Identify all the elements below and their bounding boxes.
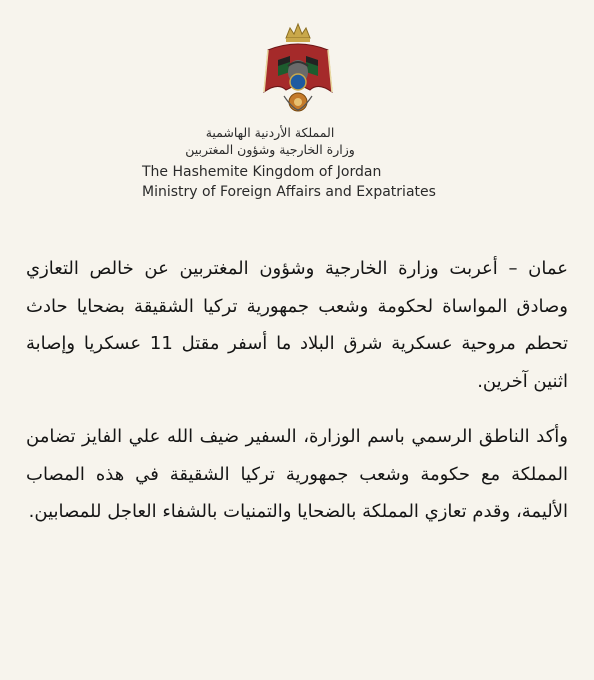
english-letterhead bbox=[100, 162, 562, 202]
jordan-coat-of-arms-icon bbox=[258, 20, 338, 120]
arabic-kingdom-name: المملكة الأردنية الهاشمية bbox=[205, 125, 335, 140]
paragraph-spokesman: وأكد الناطق الرسمي باسم الوزارة، السفير ضيف الله علي الفايز تضامن المملكة مع حكومة وشعب جمهورية تركيا الشقيقة في هذه المصاب الأليمة، وقدم تعازي المملكة بالضحايا والتمنيات بالشفاء العاجل للمصابين. bbox=[26, 426, 568, 522]
arabic-ministry-name: وزارة الخارجية وشؤون المغتربين bbox=[185, 142, 355, 157]
english-kingdom-name: The Hashemite Kingdom of Jordan bbox=[142, 164, 382, 180]
paragraph-condolences: عمان – أعربت وزارة الخارجية وشؤون المغتربين عن خالص التعازي وصادق المواساة لحكومة وشعب جمهورية تركيا الشقيقة بضحايا حادث تحطم مروحية عسكرية شرق البلاد ما أسفر مقتل 11 عسكريا وإصابة اثنين آخرين. bbox=[26, 258, 568, 392]
arabic-letterhead bbox=[160, 124, 380, 158]
statement-body bbox=[26, 250, 568, 549]
english-ministry-name: Ministry of Foreign Affairs and Expatriates bbox=[142, 184, 436, 200]
